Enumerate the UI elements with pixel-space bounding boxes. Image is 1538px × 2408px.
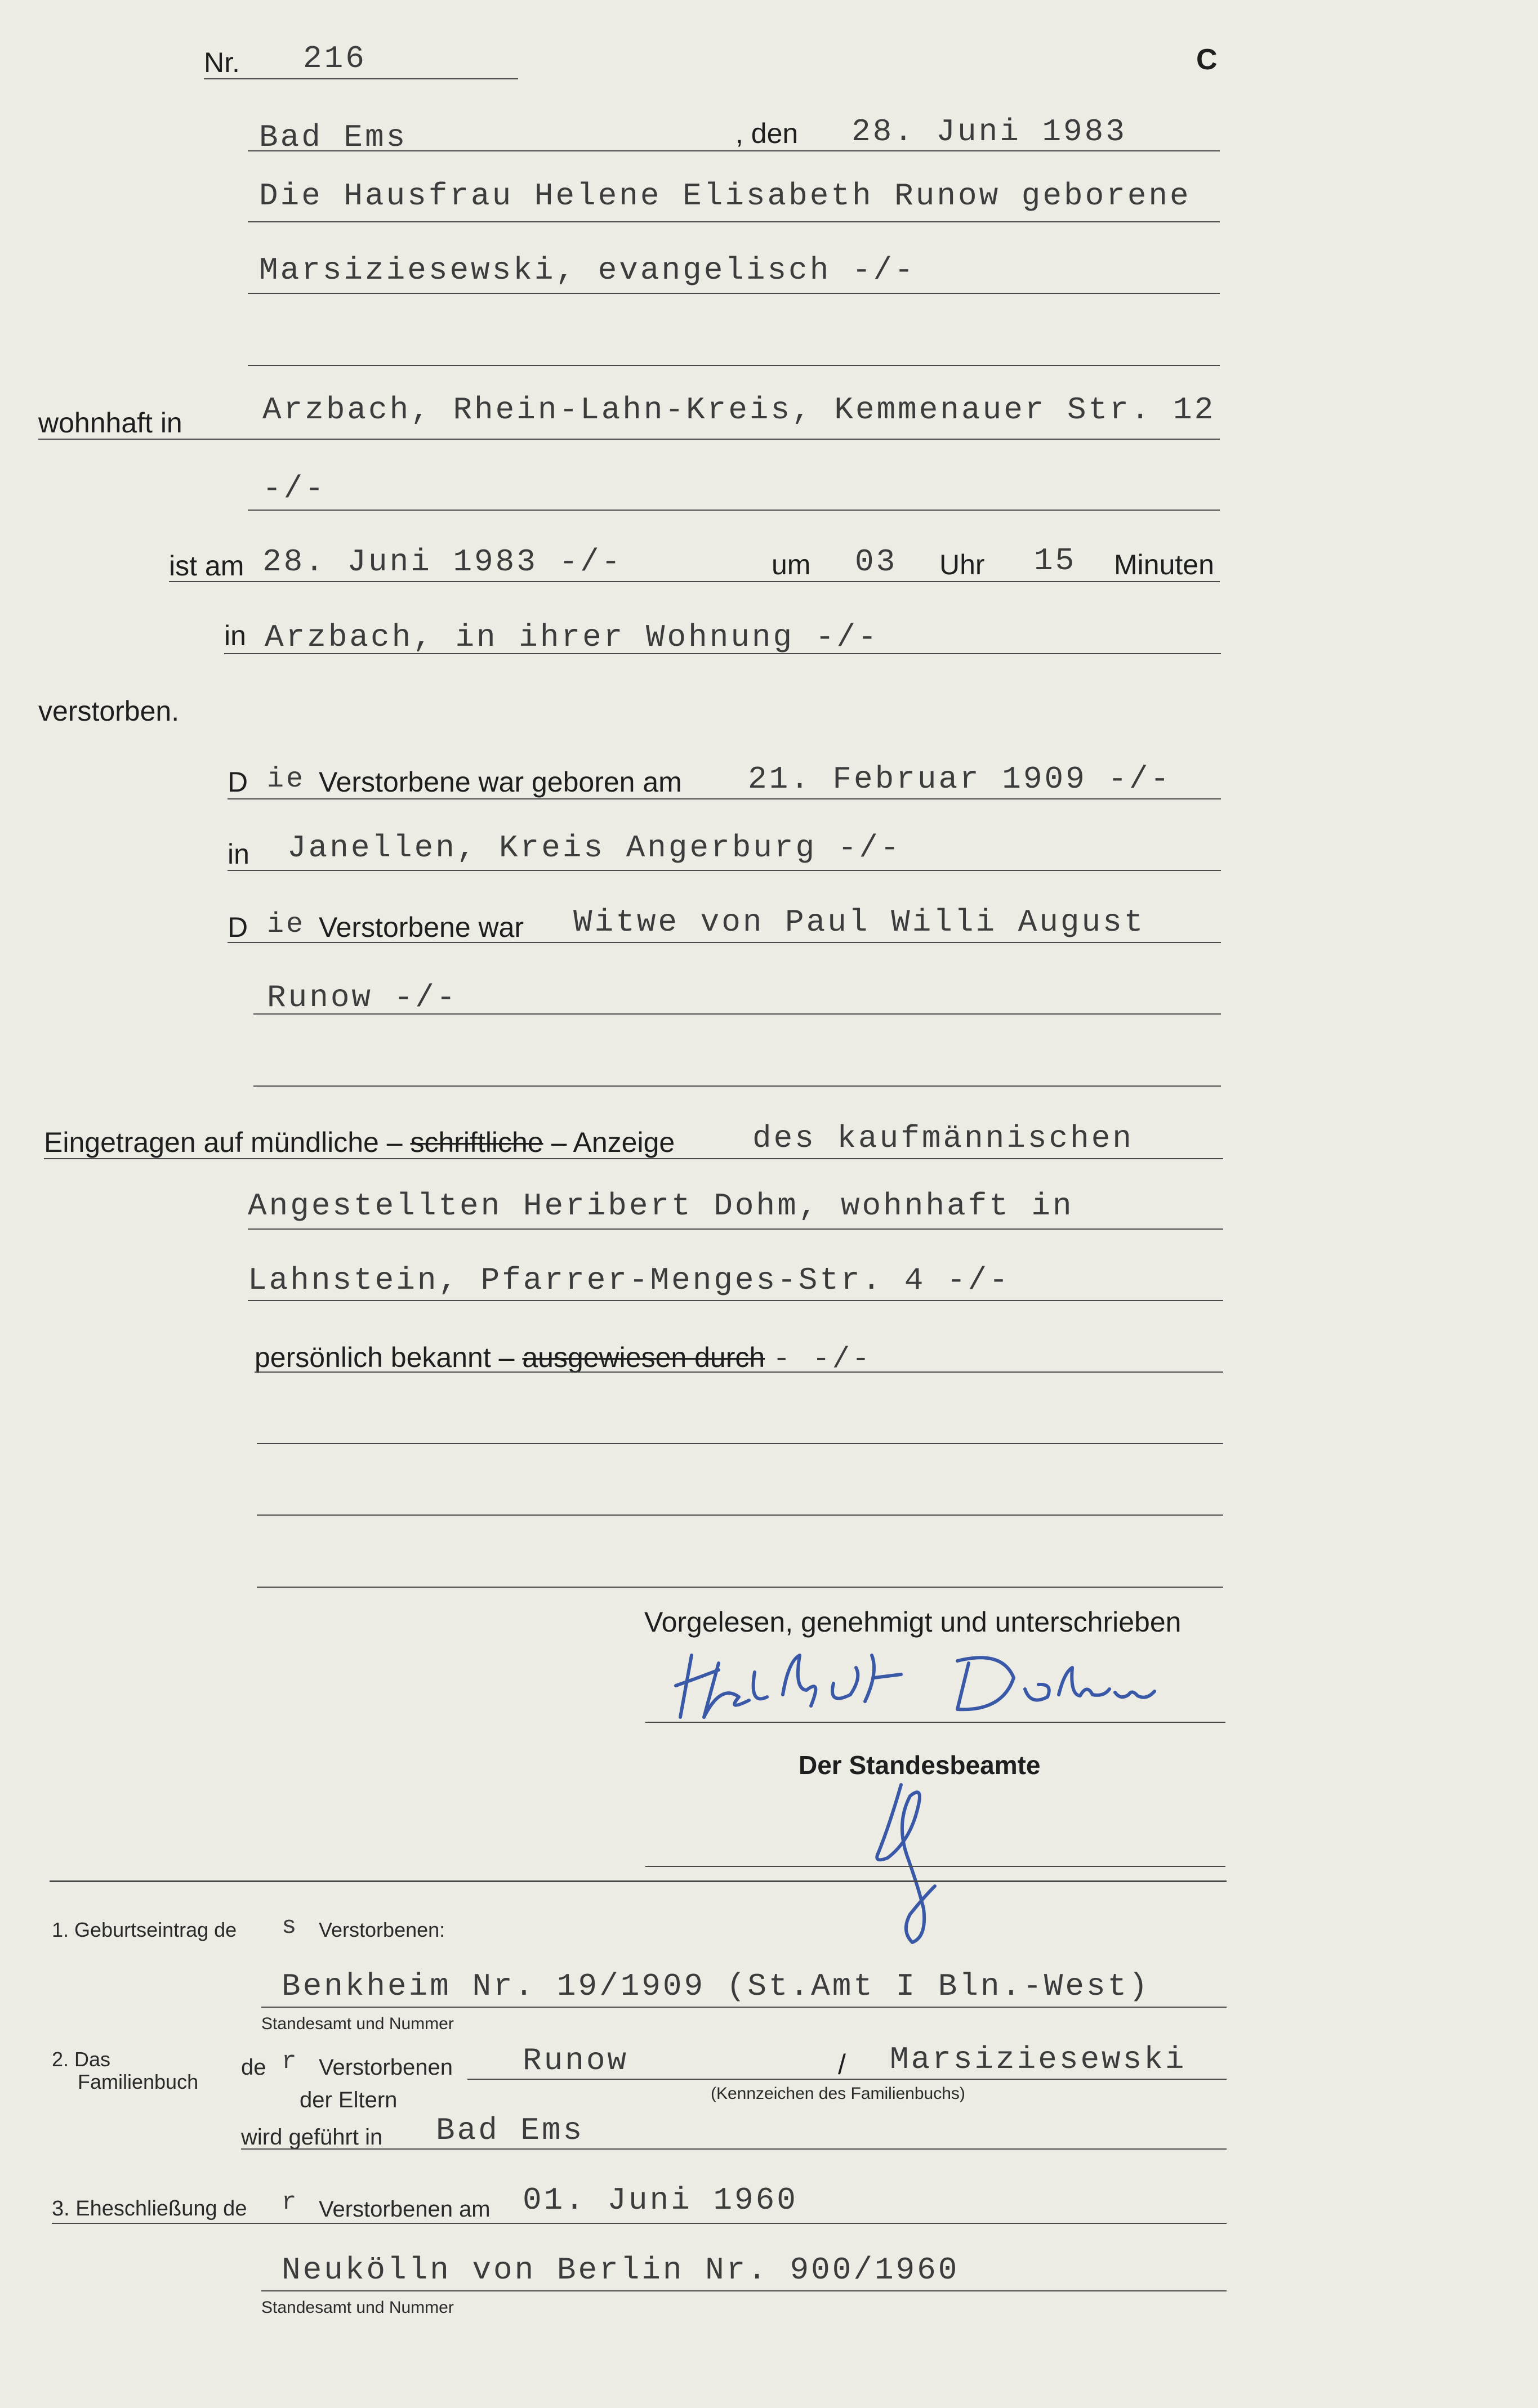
status-label-rest: Verstorbene war <box>319 912 524 943</box>
death-time-underline <box>169 581 1220 582</box>
note-3-caption: Standesamt und Nummer <box>261 2298 454 2317</box>
death-date: 28. Juni 1983 -/- <box>262 544 623 580</box>
blank-underline-3 <box>257 1587 1223 1588</box>
death-place: Arzbach, in ihrer Wohnung -/- <box>265 619 879 655</box>
known-suffix: - -/- <box>773 1343 872 1376</box>
nr-label: Nr. <box>204 47 240 78</box>
informant-signature-line <box>645 1722 1225 1723</box>
report-underline-3 <box>248 1300 1223 1301</box>
address-line-2: -/- <box>262 471 326 507</box>
blank-underline-1 <box>257 1443 1223 1444</box>
status-line-1: Witwe von Paul Willi August <box>573 904 1145 940</box>
report-line-3: Lahnstein, Pfarrer-Menges-Str. 4 -/- <box>248 1262 1010 1298</box>
person-line-1: Die Hausfrau Helene Elisabeth Runow geborene <box>259 178 1191 214</box>
note-2-label-b: Familienbuch <box>78 2070 199 2093</box>
wohnhaft-underline <box>38 439 1220 440</box>
um-label: um <box>772 549 811 580</box>
note-1-underline <box>261 2007 1227 2008</box>
person-line-2: Marsiziesewski, evangelisch -/- <box>259 252 916 288</box>
report-label-struck: schriftliche <box>410 1127 543 1158</box>
address-underline-2 <box>248 510 1220 511</box>
person-underline-1 <box>248 221 1220 222</box>
den-label: , den <box>735 118 799 149</box>
note-2-name-2: Marsiziesewski <box>890 2041 1187 2078</box>
person-underline-3 <box>248 365 1220 366</box>
nr-value: 216 <box>303 41 367 77</box>
read-approved-label: Vorgelesen, genehmigt und unterschrieben <box>644 1606 1182 1638</box>
note-2-label-a: 2. Das <box>52 2048 111 2071</box>
uhr-label: Uhr <box>939 549 985 580</box>
status-label-fill: ie <box>267 909 306 941</box>
death-place-underline <box>224 653 1221 654</box>
note-2-slash: / <box>838 2049 846 2080</box>
status-label-d: D <box>228 912 248 943</box>
note-1-rest: Verstorbenen: <box>319 1918 445 1941</box>
birth-label-fill: ie <box>267 763 306 796</box>
wohnhaft-label: wohnhaft in <box>38 407 182 439</box>
report-label <box>44 1128 675 1156</box>
status-underline-3 <box>253 1085 1221 1087</box>
report-label-part-2: – Anzeige <box>551 1127 675 1158</box>
status-line-2: Runow -/- <box>267 980 458 1016</box>
registry-place: Bad Ems <box>259 119 408 155</box>
report-line-2: Angestellten Heribert Dohm, wohnhaft in <box>248 1188 1074 1224</box>
note-2-de: de <box>241 2055 266 2080</box>
verstorben-label: verstorben. <box>38 695 180 727</box>
note-2-name-1: Runow <box>523 2043 629 2079</box>
note-3-underline <box>52 2223 1227 2224</box>
note-1-label: 1. Geburtseintrag de <box>52 1918 237 1941</box>
registrar-label: Der Standesbeamte <box>799 1750 1041 1780</box>
status-underline-2 <box>253 1013 1221 1015</box>
death-in-label: in <box>224 620 246 651</box>
note-3-label: 3. Eheschließung de <box>52 2197 247 2221</box>
informant-signature-image <box>665 1638 1171 1728</box>
note-2-wird: wird geführt in <box>241 2125 383 2150</box>
note-3-date: 01. Juni 1960 <box>523 2182 798 2218</box>
report-underline-2 <box>248 1228 1223 1230</box>
known-label: persönlich bekannt – <box>255 1342 515 1373</box>
registrar-signature-line <box>645 1866 1225 1867</box>
note-2-verstorbenen: Verstorbenen <box>319 2055 453 2080</box>
note-2-place-underline <box>241 2148 1227 2150</box>
death-minute: 15 <box>1034 543 1077 579</box>
blank-underline-2 <box>257 1515 1223 1516</box>
known-struck: ausgewiesen durch <box>522 1342 765 1373</box>
note-2-eltern: der Eltern <box>300 2088 398 2112</box>
place-date-underline <box>248 150 1220 151</box>
note-1-value: Benkheim Nr. 19/1909 (St.Amt I Bln.-West) <box>282 1968 1150 2004</box>
note-3-value: Neukölln von Berlin Nr. 900/1960 <box>282 2252 960 2288</box>
note-2-caption: (Kennzeichen des Familienbuchs) <box>711 2084 965 2103</box>
notes-separator <box>50 1880 1227 1882</box>
birth-in-label: in <box>228 838 249 870</box>
note-3-fill: r <box>282 2188 299 2217</box>
report-line-1: des kaufmännischen <box>752 1120 1134 1156</box>
identification-underline <box>255 1371 1223 1373</box>
ist-am-label: ist am <box>169 550 244 582</box>
nr-underline <box>204 78 518 79</box>
minuten-label: Minuten <box>1114 549 1214 580</box>
note-2-place: Bad Ems <box>436 2112 585 2148</box>
birth-label-rest: Verstorbene war geboren am <box>319 766 682 798</box>
birth-place-underline <box>228 870 1221 871</box>
note-3-value-underline <box>261 2290 1227 2291</box>
status-underline-1 <box>228 942 1221 943</box>
note-1-caption: Standesamt und Nummer <box>261 2014 454 2033</box>
registry-date: 28. Juni 1983 <box>852 114 1127 150</box>
note-2-underline <box>467 2079 1227 2080</box>
note-2-fill: r <box>282 2048 299 2076</box>
birth-label-d: D <box>228 766 248 798</box>
person-underline-2 <box>248 293 1220 294</box>
form-letter: C <box>1196 43 1218 76</box>
note-3-rest: Verstorbenen am <box>319 2197 491 2222</box>
birth-place: Janellen, Kreis Angerburg -/- <box>287 830 902 866</box>
death-hour: 03 <box>855 544 898 580</box>
note-1-fill: s <box>282 1913 299 1941</box>
address-line-1: Arzbach, Rhein-Lahn-Kreis, Kemmenauer Str. 12 <box>262 392 1216 428</box>
report-label-part-1: Eingetragen auf mündliche – <box>44 1127 403 1158</box>
identification-line <box>255 1343 872 1374</box>
birth-date-underline <box>228 798 1221 799</box>
birth-date: 21. Februar 1909 -/- <box>748 761 1172 797</box>
report-underline-1 <box>44 1158 1223 1159</box>
